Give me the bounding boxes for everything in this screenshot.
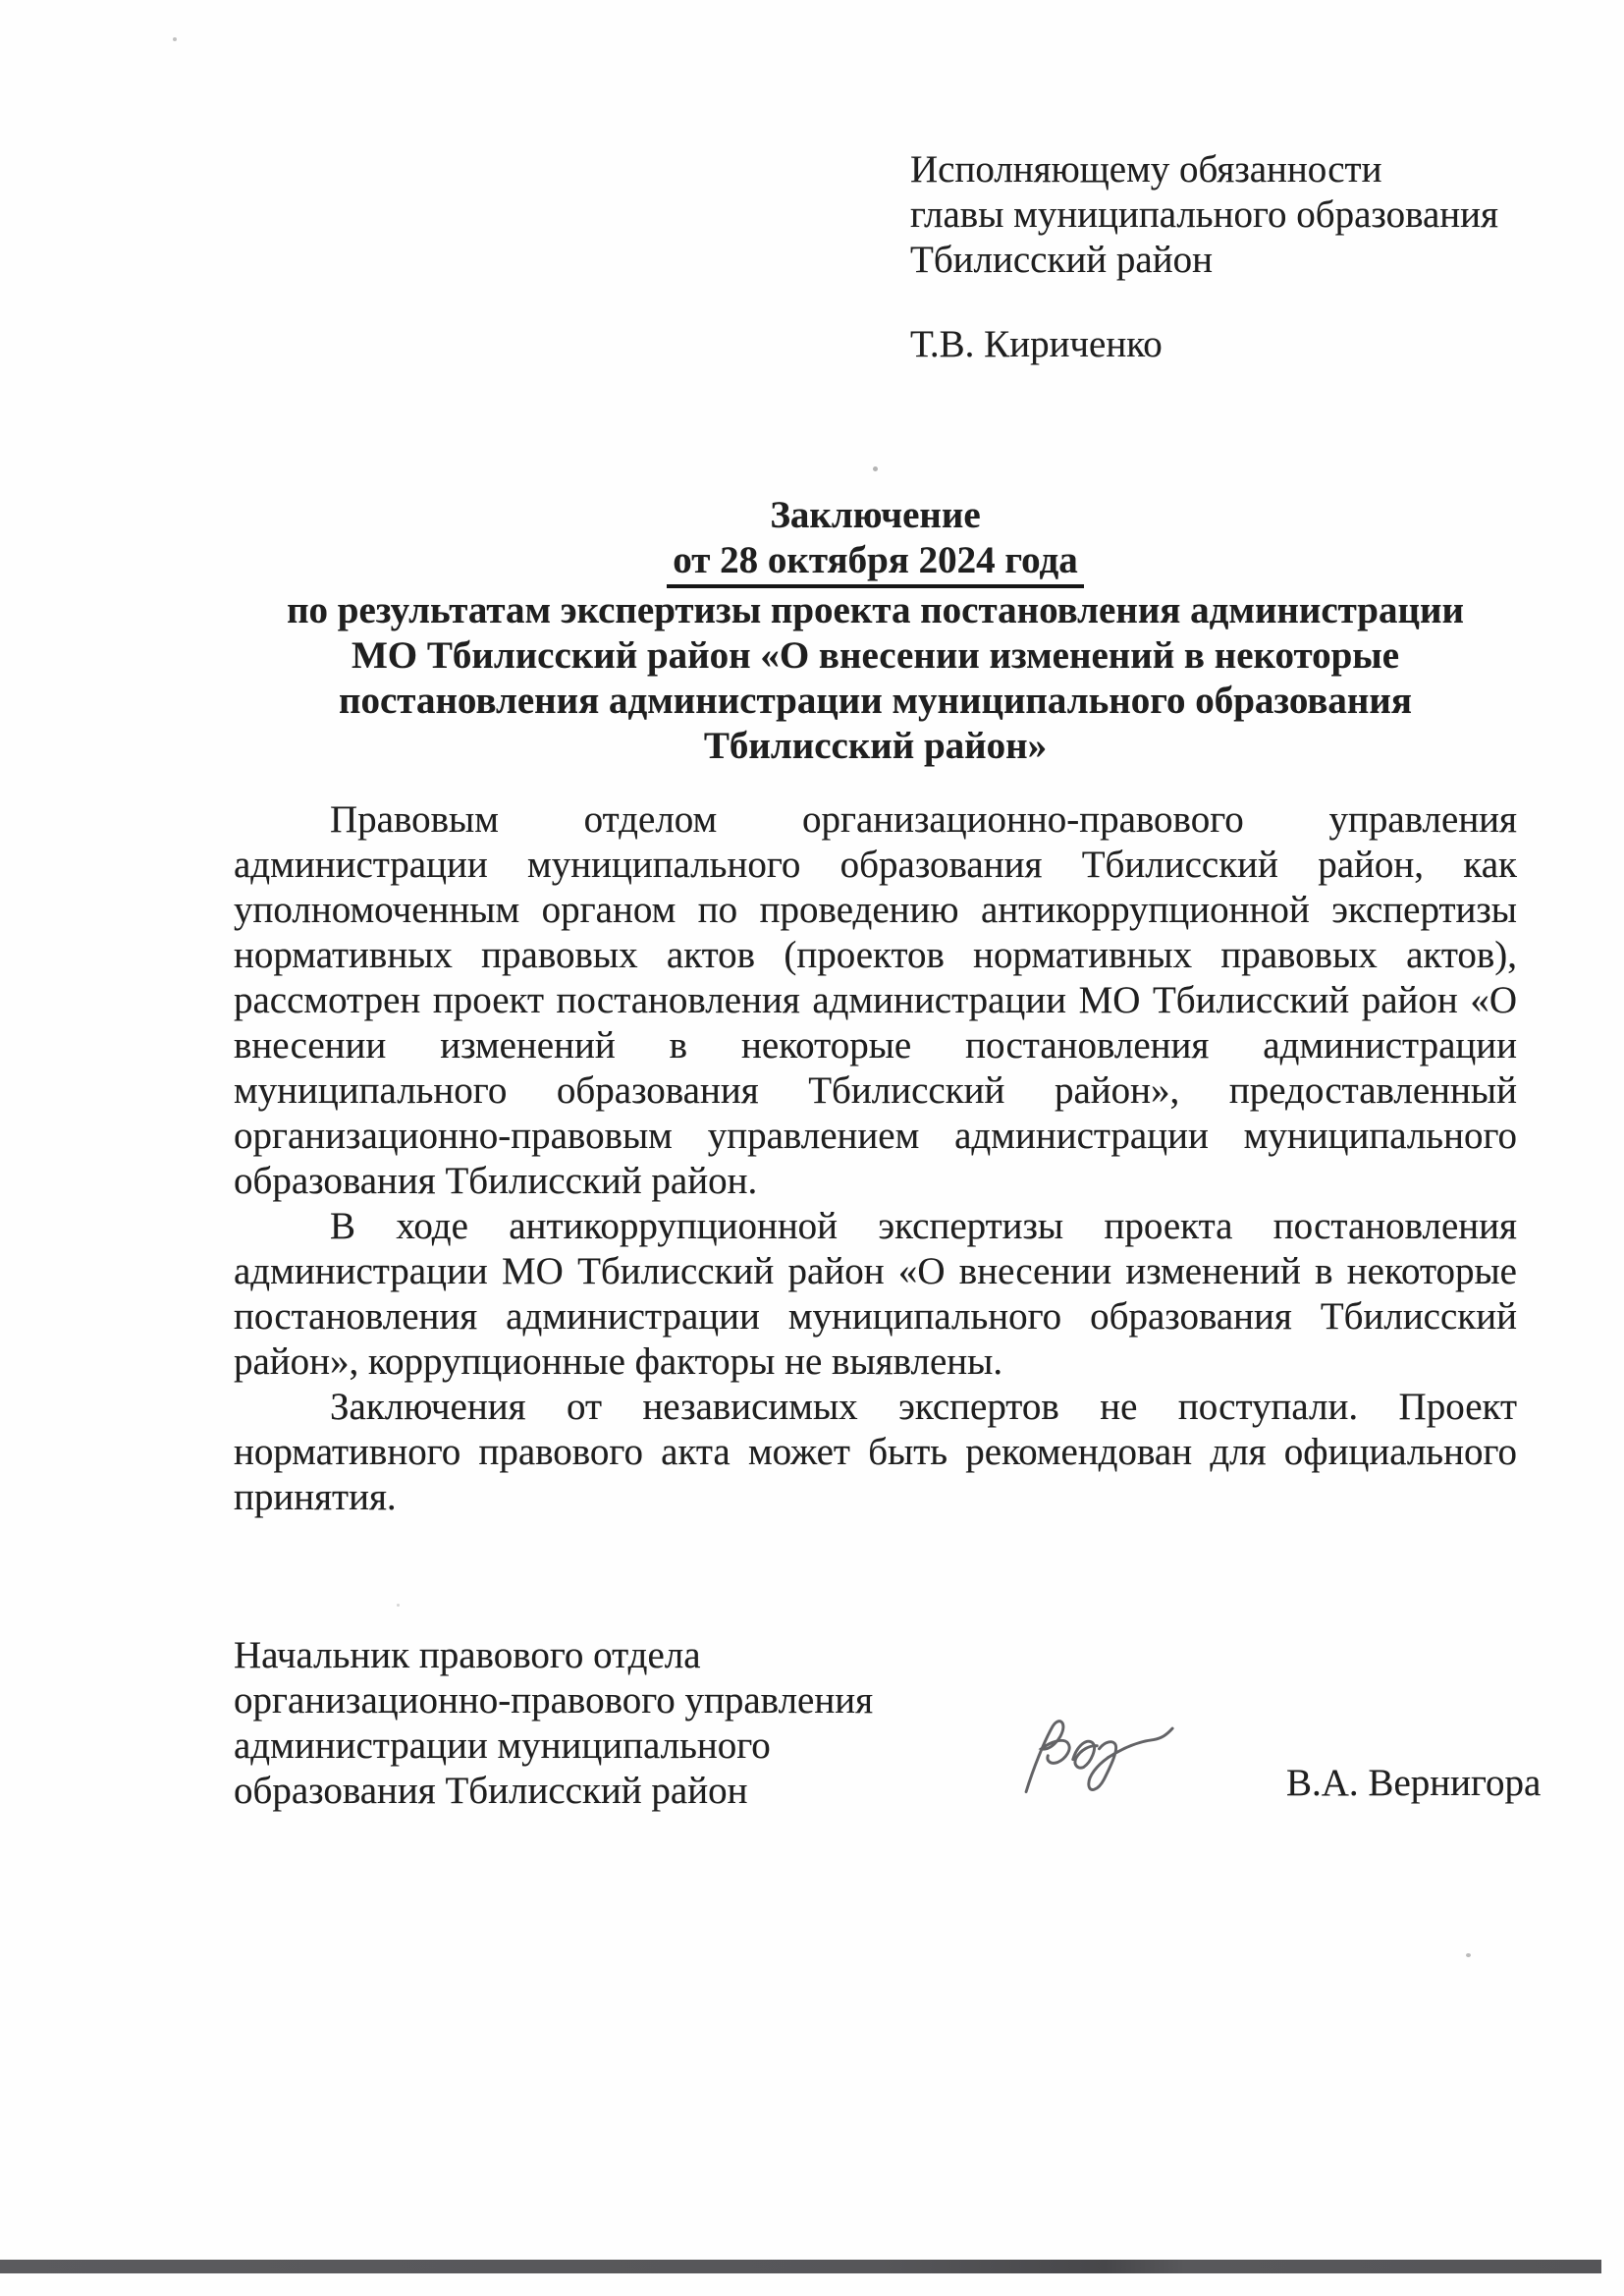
paragraph-line: Заключения от независимых экспертов не поступали. Проект	[330, 1386, 1517, 1428]
scan-speck	[397, 1604, 400, 1607]
paragraph-line: образования Тбилисский район.	[234, 1160, 758, 1202]
signatory-block	[234, 1633, 980, 1814]
addressee-line: Исполняющему обязанности	[910, 148, 1382, 191]
recipient-name: Т.В. Кириченко	[910, 323, 1163, 365]
document-subtitle-line: МО Тбилисский район «О внесении изменений в некоторые	[351, 634, 1400, 677]
addressee-line: главы муниципального образования	[910, 193, 1498, 236]
paragraph-line: уполномоченным органом по проведению антикоррупционной экспертизы	[234, 889, 1517, 931]
signatory-line: образования Тбилисский район	[234, 1770, 748, 1812]
addressee-block	[910, 147, 1539, 367]
signature-scribble	[1017, 1707, 1187, 1806]
paragraph-line: нормативного правового акта может быть рекомендован для официального	[234, 1431, 1517, 1473]
document-heading	[234, 493, 1517, 769]
paragraph-line: муниципального образования Тбилисский район», предоставленный	[234, 1069, 1517, 1112]
paragraph-line: постановления администрации муниципального образования Тбилисский	[234, 1295, 1517, 1338]
document-date-line	[234, 538, 1517, 588]
document-title: Заключение	[770, 494, 981, 536]
body-paragraph	[234, 797, 1517, 1204]
signatory-name: В.А. Вернигора	[1286, 1762, 1542, 1804]
scan-speck	[173, 37, 177, 41]
document-subtitle-line: по результатам экспертизы проекта постановления администрации	[287, 589, 1464, 631]
paragraph-line: администрации муниципального образования Тбилисский район, как	[234, 844, 1517, 886]
paragraph-line: нормативных правовых актов (проектов нормативных правовых актов),	[234, 934, 1517, 976]
paragraph-line: организационно-правовым управлением администрации муниципального	[234, 1115, 1517, 1157]
document-body	[234, 797, 1517, 1520]
signatory-line: организационно-правового управления	[234, 1679, 874, 1722]
document-subtitle-line: Тбилисский район»	[703, 725, 1048, 767]
addressee-line: Тбилисский район	[910, 239, 1213, 281]
body-paragraph	[234, 1204, 1517, 1385]
signatory-line: администрации муниципального	[234, 1724, 771, 1767]
paragraph-line: внесении изменений в некоторые постановления администрации	[234, 1024, 1517, 1066]
body-paragraph	[234, 1385, 1517, 1520]
document-subtitle-line: постановления администрации муниципального образования	[339, 680, 1412, 722]
scan-footer-bar	[0, 2260, 1601, 2273]
document-date-underlined: от 28 октября 2024 года	[667, 538, 1084, 588]
paragraph-line: администрации МО Тбилисский район «О внесении изменений в некоторые	[234, 1250, 1517, 1292]
paragraph-line: рассмотрен проект постановления администрации МО Тбилисский район «О	[234, 979, 1517, 1021]
paragraph-line: Правовым отделом организационно-правового управления	[330, 798, 1517, 841]
scan-speck	[873, 466, 878, 471]
paragraph-line: В ходе антикоррупционной экспертизы проекта постановления	[330, 1205, 1517, 1247]
signatory-line: Начальник правового отдела	[234, 1634, 701, 1676]
scan-speck	[1466, 1953, 1471, 1957]
paragraph-line: принятия.	[234, 1476, 397, 1518]
paragraph-line: район», коррупционные факторы не выявлены.	[234, 1340, 1003, 1383]
